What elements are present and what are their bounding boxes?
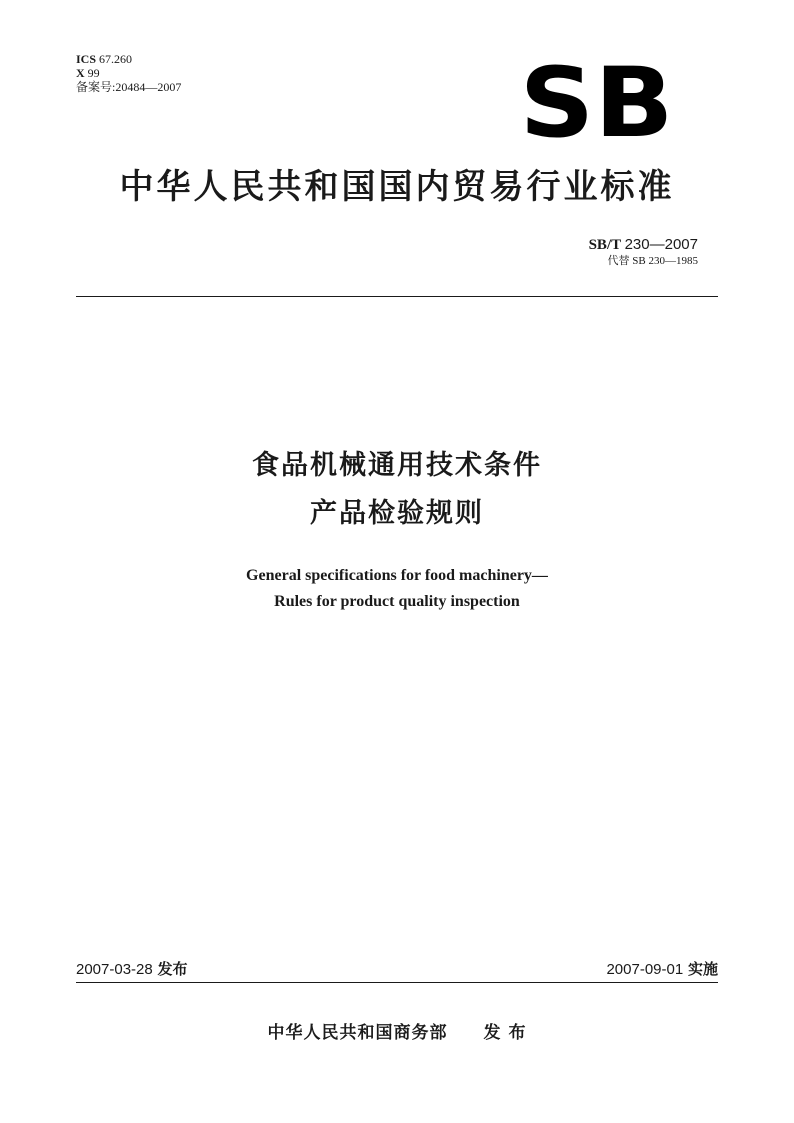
- classification-label: X: [76, 66, 85, 80]
- replaces-standard: 代替 SB 230—1985: [607, 255, 698, 267]
- record-number: 备案号:20484—2007: [76, 80, 182, 94]
- issue-date-block: [76, 958, 188, 981]
- publisher-line: [0, 1020, 794, 1046]
- ics-label: ICS: [76, 52, 97, 66]
- standard-code: [589, 236, 698, 254]
- sb-logo-text: SB: [519, 60, 674, 140]
- classification-value: 99: [87, 66, 100, 80]
- bottom-divider: [76, 982, 718, 983]
- title-cn-line2: 产品检验规则: [310, 498, 484, 529]
- standard-code-prefix: SB/T: [588, 237, 621, 253]
- issuing-standard-category: 中华人民共和国国内贸易行业标准: [119, 167, 675, 207]
- ics-line: [76, 52, 181, 66]
- issue-label: 发布: [157, 960, 188, 978]
- standard-code-number: 230—2007: [624, 236, 698, 253]
- sb-logo: [518, 60, 675, 140]
- sb-logo-graphic: [518, 60, 675, 140]
- top-divider: [76, 296, 718, 297]
- title-cn-line1: 食品机械通用技术条件: [252, 450, 542, 481]
- document-metadata: [76, 52, 181, 94]
- title-en-line2: Rules for product quality inspection: [274, 593, 520, 610]
- publisher-name: 中华人民共和国商务部: [267, 1023, 448, 1043]
- classification-line: [76, 66, 181, 80]
- issue-date: 2007-03-28: [76, 961, 153, 978]
- effective-date-block: [606, 958, 718, 981]
- publisher-action: 发 布: [483, 1023, 527, 1043]
- effective-date: 2007-09-01: [606, 961, 684, 978]
- ics-value: 67.260: [99, 52, 133, 66]
- effective-label: 实施: [687, 960, 718, 978]
- standard-number-block: [589, 236, 698, 268]
- title-en-line1: General specifications for food machinery—: [246, 567, 548, 584]
